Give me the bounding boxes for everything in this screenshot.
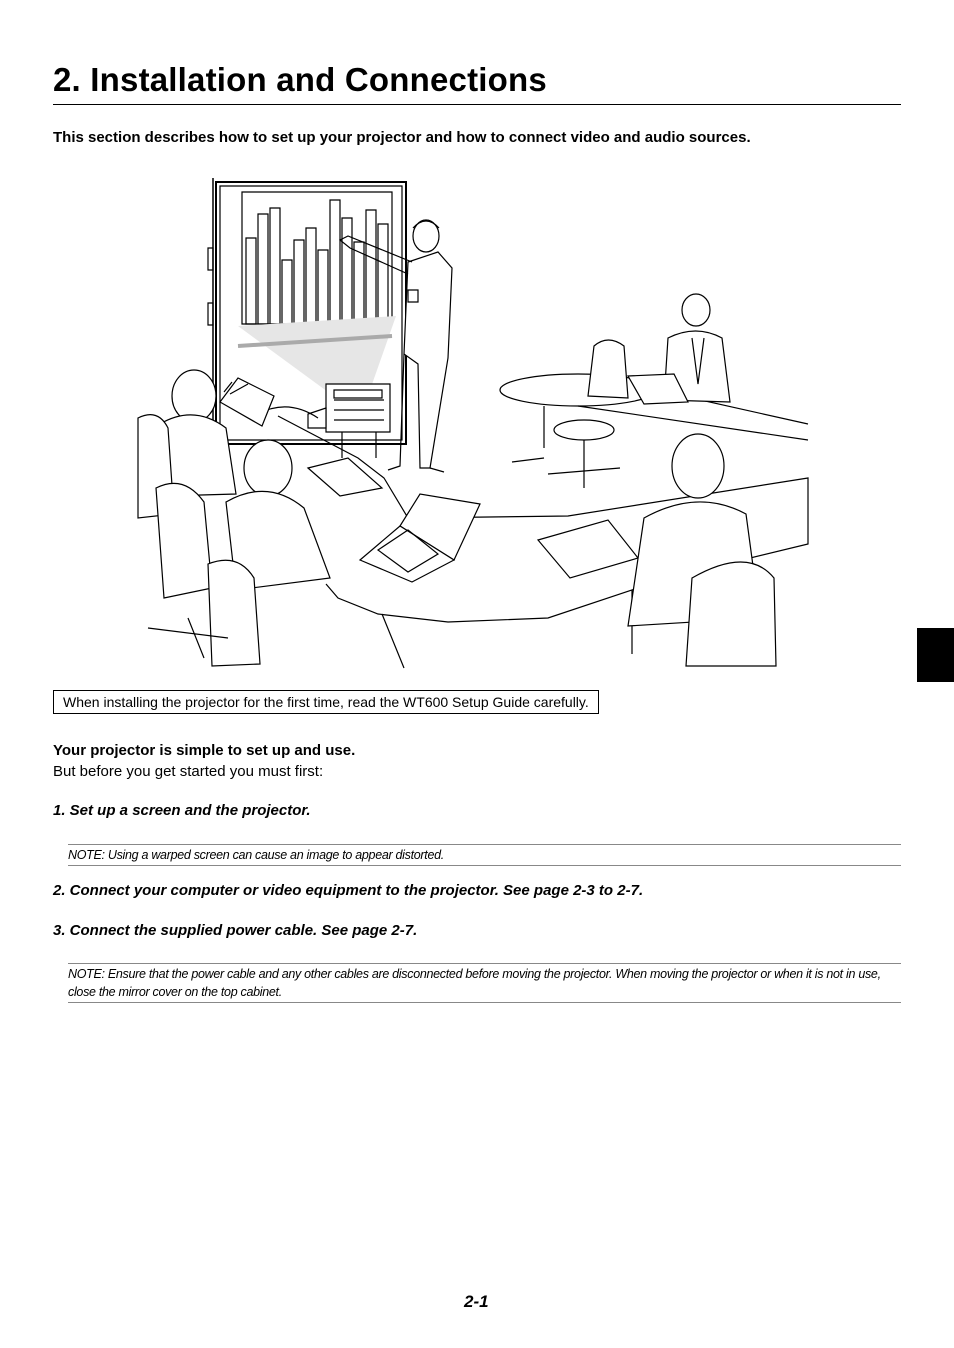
bar-chart-on-screen	[242, 192, 392, 324]
page-title: 2. Installation and Connections	[53, 58, 901, 105]
step-2: 2. Connect your computer or video equipment to the projector. See page 2-3 to 2-7.	[53, 882, 644, 899]
lead-text: But before you get started you must first:	[53, 763, 324, 780]
page-number: 2-1	[464, 1292, 489, 1311]
note-power-cable: NOTE: Ensure that the power cable and any other cables are disconnected before moving the projector. When moving the projector or when it is not in use, close the mirror cover on the top cabinet.	[68, 963, 901, 1003]
meeting-room-illustration	[108, 178, 818, 670]
chapter-tab-marker	[917, 628, 954, 682]
step-3: 3. Connect the supplied power cable. See page 2-7.	[53, 922, 418, 939]
setup-guide-notice: When installing the projector for the first time, read the WT600 Setup Guide carefully.	[53, 690, 599, 714]
step-1: 1. Set up a screen and the projector.	[53, 802, 311, 819]
note-warped-screen: NOTE: Using a warped screen can cause an image to appear distorted.	[68, 844, 901, 866]
intro-text: This section describes how to set up your projector and how to connect video and audio sources.	[53, 129, 751, 146]
lead-heading: Your projector is simple to set up and use.	[53, 742, 356, 759]
